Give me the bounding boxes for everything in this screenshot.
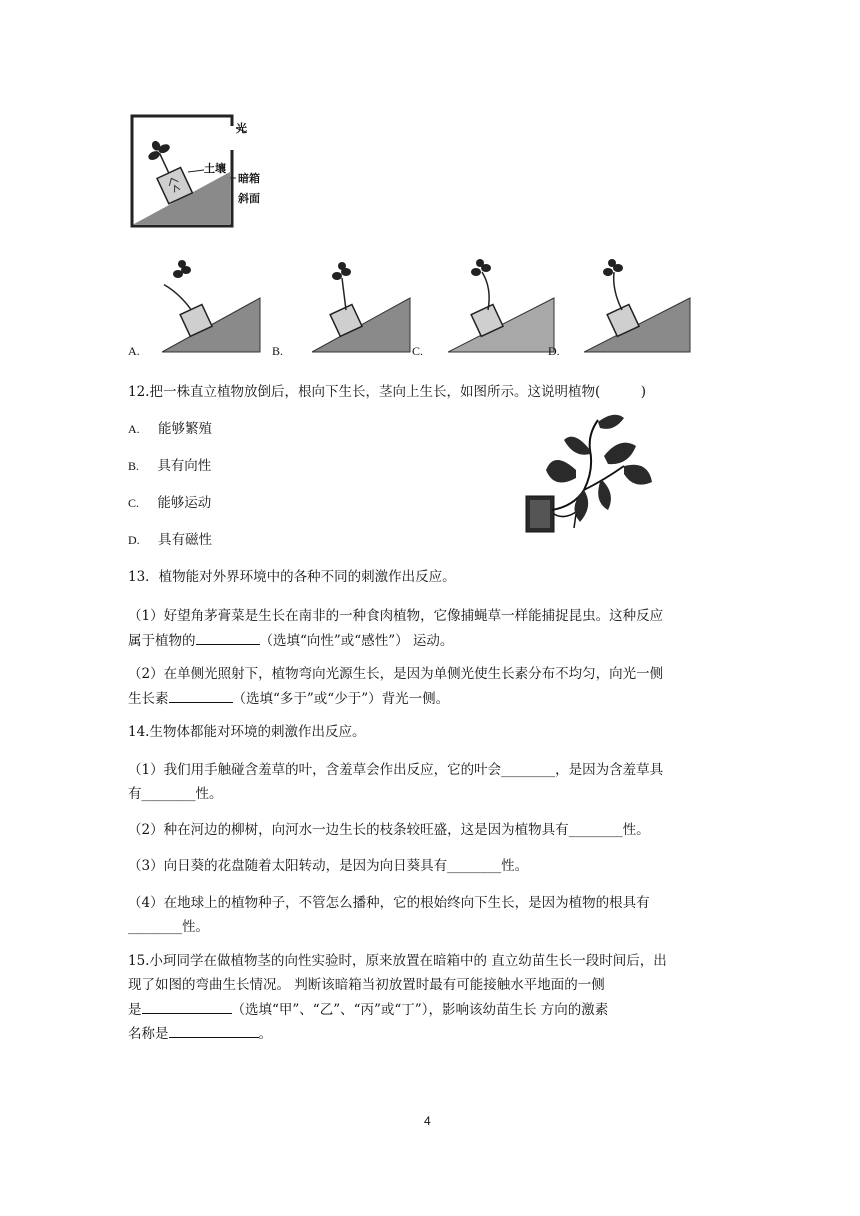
q14-part3: （3）向日葵的花盘随着太阳转动，是因为向日葵具有________性。 bbox=[128, 858, 529, 874]
q15-line3 bbox=[128, 999, 608, 1020]
option-letter: C. bbox=[128, 496, 140, 510]
option-d-figure bbox=[584, 258, 694, 354]
option-b-figure bbox=[312, 258, 412, 354]
q13-part2-line1: （2）在单侧光照射下，植物弯向光源生长，是因为单侧光使生长素分布不均匀，向光一侧 bbox=[128, 666, 664, 682]
q14-part4-line1: （4）在地球上的植物种子，不管怎么播种，它的根始终向下生长，是因为植物的根具有 bbox=[128, 895, 650, 911]
option-b-letter: B. bbox=[272, 344, 284, 358]
q13-part1-line2 bbox=[128, 630, 453, 651]
q12-plant-figure bbox=[524, 410, 656, 536]
q15-line1: 15.小珂同学在做植物茎的向性实验时，原来放置在暗箱中的 直立幼苗生长一段时间后，出 bbox=[128, 953, 667, 969]
q12-option-b[interactable] bbox=[128, 456, 211, 476]
q12-stem: 12.把一株直立植物放倒后，根向下生长，茎向上生长，如图所示。这说明植物( ) bbox=[128, 384, 647, 400]
option-letter: B. bbox=[128, 459, 140, 473]
q14-part4-line2: ________性。 bbox=[128, 919, 209, 935]
option-figures-row bbox=[128, 258, 738, 362]
q15-line2: 现了如图的弯曲生长情况。 判断该暗箱当初放置时最有可能接触水平地面的一侧 bbox=[128, 977, 605, 993]
q14-title: 14.生物体都能对环境的刺激作出反应。 bbox=[128, 724, 366, 740]
q15-line4-text-b: 。 bbox=[258, 1026, 272, 1042]
q13-part1-text-a: 属于植物的 bbox=[128, 633, 196, 649]
q14-part2: （2）种在河边的柳树，向河水一边生长的枝条较旺盛，这是因为植物具有________性。 bbox=[128, 822, 650, 838]
q13-part2-text-b: （选填“多于”或“少于”）背光一侧。 bbox=[232, 691, 450, 707]
option-a-figure bbox=[162, 258, 262, 354]
dark-box-figure bbox=[128, 112, 278, 232]
q15-line3-text-a: 是 bbox=[128, 1002, 142, 1018]
slope-label: 斜面 bbox=[238, 192, 260, 205]
q12-option-d[interactable] bbox=[128, 530, 212, 550]
option-text: 具有磁性 bbox=[157, 532, 212, 548]
option-d-letter: D. bbox=[548, 344, 560, 358]
option-a-letter: A. bbox=[128, 344, 140, 358]
q15-line3-text-b: （选填“甲”、“乙”、“丙”或“丁”），影响该幼苗生长 方向的激素 bbox=[231, 1002, 609, 1018]
q12-option-c[interactable] bbox=[128, 493, 211, 513]
option-letter: D. bbox=[128, 533, 140, 547]
q13-part2-line2 bbox=[128, 688, 449, 709]
option-text: 能够运动 bbox=[157, 495, 212, 511]
option-text: 能够繁殖 bbox=[157, 421, 212, 437]
q14-part1-line1: （1）我们用手触碰含羞草的叶，含羞草会作出反应，它的叶会________，是因为含羞草具 bbox=[128, 762, 664, 778]
option-text: 具有向性 bbox=[157, 458, 212, 474]
q12-option-a[interactable] bbox=[128, 419, 212, 439]
q13-answer-blank-1[interactable] bbox=[196, 630, 260, 645]
q13-answer-blank-2[interactable] bbox=[169, 688, 233, 703]
light-label: 光 bbox=[236, 122, 247, 135]
q13-title: 13．植物能对外界环境中的各种不同的刺激作出反应。 bbox=[128, 569, 456, 585]
q15-answer-blank-2[interactable] bbox=[169, 1023, 259, 1038]
q13-part1-line1: （1）好望角茅膏菜是生长在南非的一种食肉植物，它像捕蝇草一样能捕捉昆虫。这种反应 bbox=[128, 608, 664, 624]
option-c-letter: C. bbox=[412, 344, 424, 358]
q14-part1-line2: 有________性。 bbox=[128, 786, 223, 802]
q13-part1-text-b: （选填“向性”或“感性”） 运动。 bbox=[259, 633, 454, 649]
q15-line4-text-a: 名称是 bbox=[128, 1026, 169, 1042]
page-number: 4 bbox=[424, 1114, 431, 1128]
q13-part2-text-a: 生长素 bbox=[128, 691, 169, 707]
dark-box-label: 暗箱 bbox=[238, 172, 260, 185]
q15-answer-blank-1[interactable] bbox=[142, 999, 232, 1014]
option-letter: A. bbox=[128, 422, 140, 436]
option-c-figure bbox=[448, 258, 558, 354]
soil-label: 土壤 bbox=[204, 162, 226, 175]
q15-line4 bbox=[128, 1023, 272, 1044]
